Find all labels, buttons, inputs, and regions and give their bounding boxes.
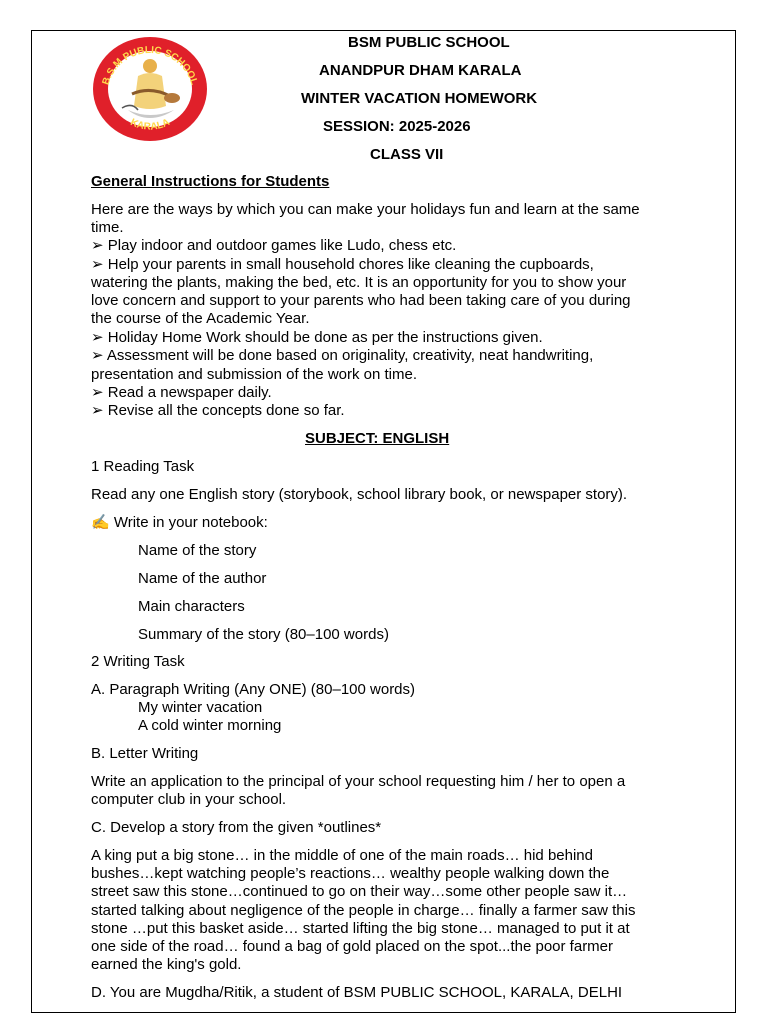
instruction-line: ➢ Read a newspaper daily. [91,384,272,401]
paragraph-writing-title: A. Paragraph Writing (Any ONE) (80–100 words) [91,681,416,698]
story-line: stone …put this basket aside… started lifting the big stone… managed to put it at [91,920,630,937]
logo-bottom-text: KARALA [128,116,172,133]
paragraph-option: My winter vacation [138,699,263,716]
story-title: C. Develop a story from the given *outlines* [91,819,382,836]
reading-task-title: 1 Reading Task [91,458,195,475]
story-line: earned the king's gold. [91,956,242,973]
instruction-line: presentation and submission of the work on time. [91,366,418,383]
writing-task-title: 2 Writing Task [91,653,185,670]
story-line: bushes…kept watching people’s reactions… wealthy people walking down the [91,865,610,882]
instruction-line: watering the plants, making the bed, etc. It is an opportunity for you to show your [91,274,627,291]
story-line: street saw this stone…continued to go on their way…some other people saw it… [91,883,628,900]
instruction-line: time. [91,219,124,236]
letter-line: Write an application to the principal of your school requesting him / her to open a [91,773,626,790]
instruction-line: ➢ Help your parents in small household chores like cleaning the cupboards, [91,256,594,273]
task-d: D. You are Mugdha/Ritik, a student of BSM PUBLIC SCHOOL, KARALA, DELHI [91,984,623,1001]
school-name: BSM PUBLIC SCHOOL [348,34,510,51]
story-line: started talking about negligence of the people in charge… finally a farmer saw this [91,902,636,919]
notebook-prompt: ✍ Write in your notebook: [91,514,268,531]
story-line: one side of the road… found a bag of gold placed on the spot...the poor farmer [91,938,614,955]
instruction-line: the course of the Academic Year. [91,310,310,327]
instructions-heading: General Instructions for Students [91,173,330,190]
letter-line: computer club in your school. [91,791,287,808]
instruction-line: love concern and support to your parents who had been taking care of you during [91,292,631,309]
school-logo [92,36,208,142]
story-line: A king put a big stone… in the middle of one of the main roads… hid behind [91,847,593,864]
instruction-line: ➢ Holiday Home Work should be done as per the instructions given. [91,329,543,346]
reading-task-text: Read any one English story (storybook, school library book, or newspaper story). [91,486,628,503]
instruction-line: Here are the ways by which you can make your holidays fun and learn at the same [91,201,640,218]
notebook-item: Main characters [138,598,245,615]
class-label: CLASS VII [370,146,444,163]
logo-top-text: B.S.M PUBLIC SCHOOL [100,44,200,87]
instruction-line: ➢ Revise all the concepts done so far. [91,402,345,419]
notebook-item: Summary of the story (80–100 words) [138,626,389,643]
session: SESSION: 2025-2026 [323,118,471,135]
school-address: ANANDPUR DHAM KARALA [319,62,522,79]
instruction-line: ➢ Play indoor and outdoor games like Ludo, chess etc. [91,237,457,254]
notebook-item: Name of the author [138,570,267,587]
subject-heading: SUBJECT: ENGLISH [305,430,450,447]
document-title: WINTER VACATION HOMEWORK [301,90,538,107]
instruction-line: ➢ Assessment will be done based on originality, creativity, neat handwriting, [91,347,594,364]
paragraph-option: A cold winter morning [138,717,282,734]
notebook-item: Name of the story [138,542,257,559]
letter-writing-title: B. Letter Writing [91,745,199,762]
